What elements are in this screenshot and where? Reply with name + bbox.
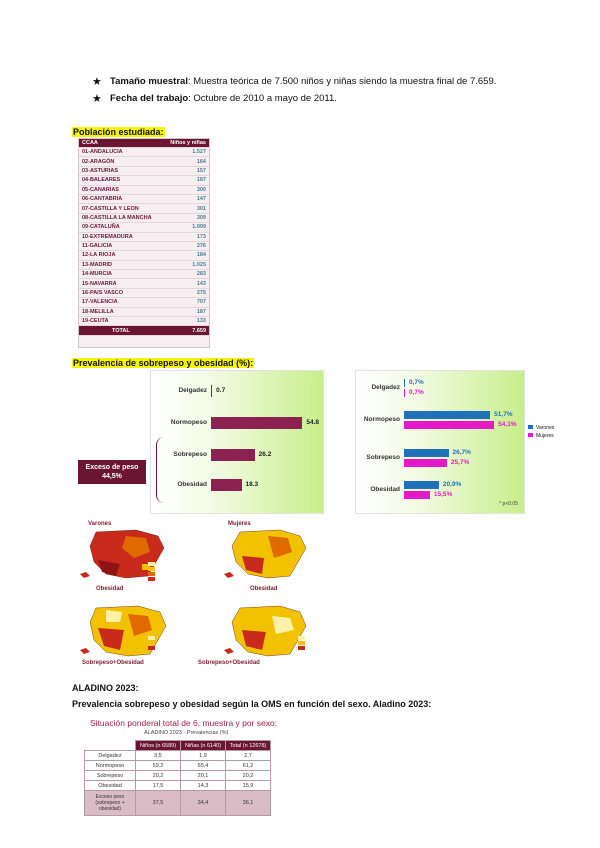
value-cell: 37,5 (136, 791, 181, 816)
aladino-table (84, 718, 280, 826)
bar-varones (404, 449, 449, 457)
category-label: Delgadez (371, 384, 400, 391)
table-row (79, 194, 209, 203)
row-label: Obesidad (85, 781, 136, 791)
table-row (79, 176, 209, 185)
table-total-row (79, 326, 209, 336)
chart-sex-legend (528, 424, 554, 440)
table-row (85, 761, 271, 771)
bullet-label: Fecha del trabajo (110, 93, 189, 104)
region-cell: 08-CASTILLA LA MANCHA (79, 213, 163, 222)
section-heading-poblacion: Población estudiada: (73, 127, 164, 137)
legend-item-mujeres: Mujeres (528, 432, 554, 440)
category-label: Sobrepeso (173, 451, 207, 458)
table-row (85, 791, 271, 816)
data-label: 54.8 (306, 419, 319, 426)
region-cell: 10-EXTREMADURA (79, 232, 163, 241)
count-cell: 157 (163, 166, 209, 175)
table-row (79, 270, 209, 279)
chart-note: * p<0.05 (499, 501, 518, 507)
data-label: 25,7% (450, 459, 470, 466)
table-row (85, 771, 271, 781)
map-label: Sobrepeso+Obesidad (198, 660, 260, 666)
count-cell: 300 (163, 185, 209, 194)
aladino-table-subtitle: ALADINO 2023 · Prevalencias (%) (144, 730, 229, 736)
section-heading-prevalencia: Prevalencia de sobrepeso y obesidad (%): (73, 358, 254, 368)
table-header-cell: Niñas (n 6140) (181, 741, 226, 751)
region-cell: 15-NAVARRA (79, 279, 163, 288)
value-cell: 59,2 (136, 761, 181, 771)
aladino-table-grid (84, 740, 271, 816)
population-table-grid (79, 139, 209, 336)
value-cell: 14,3 (181, 781, 226, 791)
map-label: Obesidad (250, 586, 278, 592)
star-icon: ★ (92, 76, 102, 88)
value-cell: 1,9 (181, 751, 226, 761)
table-header-cell (85, 741, 136, 751)
table-header-row (79, 139, 209, 148)
table-header-row (85, 741, 271, 751)
data-label: 18.3 (245, 481, 259, 488)
count-cell: 184 (163, 251, 209, 260)
spain-maps-right (176, 518, 326, 668)
category-label: Delgadez (178, 387, 207, 394)
table-row (79, 204, 209, 213)
bar-mujeres (404, 421, 494, 429)
data-label: 15,5% (433, 491, 453, 498)
section-subheading-aladino: Prevalencia sobrepeso y obesidad según la OMS en función del sexo. Aladino 2023: (72, 699, 432, 709)
chart-total (151, 371, 323, 513)
table-row (85, 751, 271, 761)
count-cell: 187 (163, 176, 209, 185)
table-header-cell: Niños (n 6589) (136, 741, 181, 751)
data-label: 26.2 (258, 451, 272, 458)
bar (211, 479, 242, 491)
bullet-text: : Muestra teórica de 7.500 niños y niñas siendo la muestra final de 7.659. (187, 76, 497, 87)
count-cell: 275 (163, 288, 209, 297)
value-cell: 61,2 (226, 761, 271, 771)
table-row (79, 298, 209, 307)
count-cell: 143 (163, 279, 209, 288)
category-label: Obesidad (177, 481, 207, 488)
table-row (79, 260, 209, 269)
region-cell: 01-ANDALUCIA (79, 148, 163, 157)
row-label: Sobrepeso (85, 771, 136, 781)
map-label: Mujeres (228, 521, 251, 527)
category-label: Normopeso (170, 419, 207, 426)
chart-sex-panel (355, 370, 525, 514)
count-cell: 187 (163, 307, 209, 316)
count-cell: 276 (163, 241, 209, 250)
bar (211, 385, 212, 397)
count-cell: 173 (163, 232, 209, 241)
category-label: Obesidad (370, 486, 400, 493)
table-header-cell: Niños y niñas (163, 139, 209, 148)
value-cell: 15,9 (226, 781, 271, 791)
region-cell: 09-CATALUÑA (79, 223, 163, 232)
region-cell: 13-MADRID (79, 260, 163, 269)
value-cell: 20,2 (226, 771, 271, 781)
region-cell: 16-PAIS VASCO (79, 288, 163, 297)
count-cell: 133 (163, 317, 209, 326)
region-cell: 02-ARAGÓN (79, 157, 163, 166)
row-label: Exceso peso (sobrepeso + obesidad) (85, 791, 136, 816)
count-cell: 1.025 (163, 260, 209, 269)
table-row (79, 166, 209, 175)
region-cell: 04-BALEARES (79, 176, 163, 185)
value-cell: 36,1 (226, 791, 271, 816)
value-cell: 17,5 (136, 781, 181, 791)
legend-item-varones: Varones (528, 424, 554, 432)
row-label: Delgadez (85, 751, 136, 761)
count-cell: 301 (163, 204, 209, 213)
region-cell: 03-ASTURIAS (79, 166, 163, 175)
value-cell: 2,7 (226, 751, 271, 761)
exceso-value: 44,5% (102, 473, 122, 480)
total-label: TOTAL (79, 326, 163, 336)
bullet-text: : Octubre de 2010 a mayo de 2011. (188, 93, 337, 104)
map-label: Sobrepeso+Obesidad (82, 660, 144, 666)
table-row (79, 251, 209, 260)
exceso-peso-box (78, 460, 146, 484)
chart-total-panel (150, 370, 324, 514)
bullet-label: Tamaño muestral (110, 76, 188, 87)
bar-varones (404, 411, 490, 419)
table-row (79, 148, 209, 157)
row-label: Normopeso (85, 761, 136, 771)
data-label: 0.7 (216, 387, 226, 394)
region-cell: 11-GALICIA (79, 241, 163, 250)
region-cell: 07-CASTILLA Y LEON (79, 204, 163, 213)
exceso-bracket (156, 437, 167, 503)
value-cell: 65,4 (181, 761, 226, 771)
count-cell: 283 (163, 270, 209, 279)
table-row (79, 232, 209, 241)
table-row (79, 223, 209, 232)
data-label: 20,9% (442, 481, 462, 488)
table-row (85, 781, 271, 791)
table-row (79, 288, 209, 297)
value-cell: 20,1 (181, 771, 226, 781)
region-cell: 14-MURCIA (79, 270, 163, 279)
table-row (79, 241, 209, 250)
chart-sex (356, 371, 524, 513)
value-cell: 34,4 (181, 791, 226, 816)
data-label: 0,7% (409, 379, 424, 386)
table-header-cell: CCAA (79, 139, 163, 148)
data-label: 26,7% (452, 449, 471, 456)
region-cell: 12-LA RIOJA (79, 251, 163, 260)
count-cell: 164 (163, 157, 209, 166)
section-heading-aladino: ALADINO 2023: (72, 683, 139, 693)
bar-mujeres (404, 491, 430, 499)
region-cell: 05-CANARIAS (79, 185, 163, 194)
exceso-title: Exceso de peso (85, 464, 139, 471)
bar-varones (404, 379, 405, 387)
data-label: 51,7% (494, 411, 513, 418)
total-value: 7.659 (163, 326, 209, 336)
population-table (78, 138, 210, 348)
value-cell: 3,5 (136, 751, 181, 761)
bar (211, 449, 255, 461)
count-cell: 1.099 (163, 223, 209, 232)
count-cell: 1.527 (163, 148, 209, 157)
region-cell: 06-CANTABRIA (79, 194, 163, 203)
region-cell: 17-VALENCIA (79, 298, 163, 307)
table-row (79, 279, 209, 288)
data-label: 0,7% (409, 389, 424, 396)
table-header-cell: Total (n 12678) (226, 741, 271, 751)
value-cell: 20,2 (136, 771, 181, 781)
table-row (79, 317, 209, 326)
category-label: Sobrepeso (366, 454, 400, 461)
map-label: Obesidad (96, 586, 124, 592)
bar-mujeres (404, 459, 447, 467)
aladino-table-title: Situación ponderal total de 6. muestra y por sexo: (90, 718, 278, 728)
count-cell: 309 (163, 213, 209, 222)
table-row (79, 157, 209, 166)
map-label: Varones (88, 521, 112, 527)
count-cell: 707 (163, 298, 209, 307)
bar-mujeres (404, 389, 405, 397)
bar (211, 417, 302, 429)
star-icon: ★ (92, 93, 102, 105)
region-cell: 18-MELILLA (79, 307, 163, 316)
data-label: 54,1% (498, 421, 517, 428)
maps-right-panel (176, 518, 326, 668)
count-cell: 147 (163, 194, 209, 203)
table-row (79, 307, 209, 316)
table-row (79, 213, 209, 222)
region-cell: 19-CEUTA (79, 317, 163, 326)
table-row (79, 185, 209, 194)
bar-varones (404, 481, 439, 489)
category-label: Normopeso (363, 416, 400, 423)
